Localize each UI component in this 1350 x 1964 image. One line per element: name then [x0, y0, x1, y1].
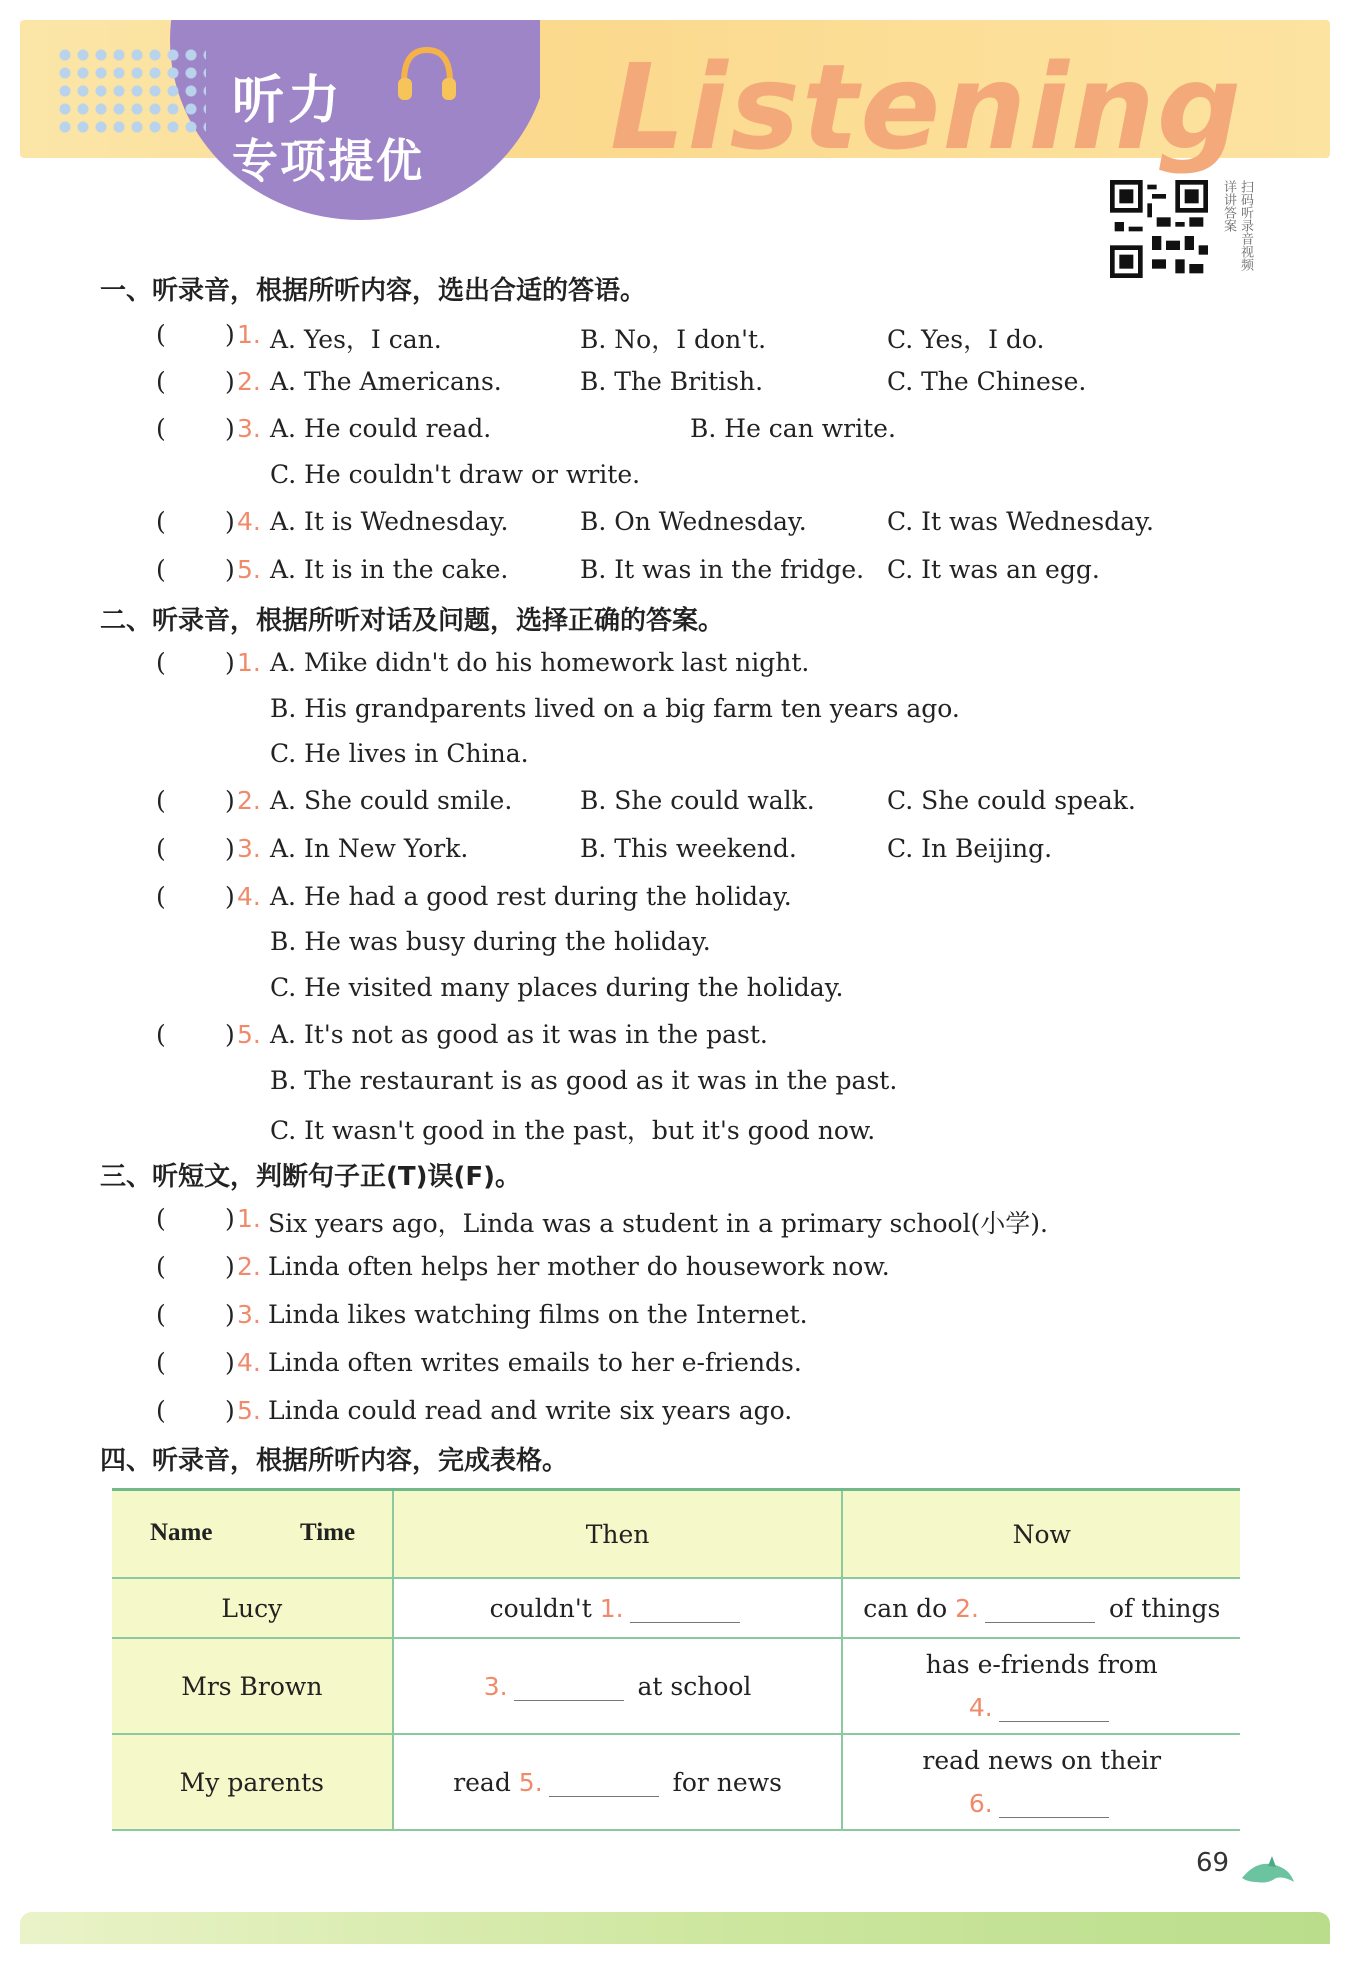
paren-right[interactable]: )	[225, 507, 235, 536]
option-a[interactable]: A. It is Wednesday.	[270, 507, 509, 536]
s1-q4	[0, 507, 1350, 547]
option-a[interactable]: A. It is in the cake.	[270, 555, 509, 584]
paren-right[interactable]: )	[225, 555, 235, 584]
option-b[interactable]: B. She could walk.	[580, 786, 815, 815]
option-c[interactable]: C. It was an egg.	[887, 555, 1100, 584]
paren-right[interactable]: )	[225, 1348, 235, 1377]
then-post: for news	[672, 1767, 782, 1797]
row-name: Mrs Brown	[112, 1638, 393, 1734]
statement-text: Six years ago，Linda was a student in a primary school(小学).	[268, 1209, 1048, 1238]
table-row	[112, 1734, 1240, 1830]
s2-q4	[0, 882, 1350, 922]
s2-q5-c	[0, 1111, 1350, 1151]
paren-left: (	[156, 507, 166, 536]
paren-left: (	[156, 367, 166, 396]
answer-blank[interactable]	[549, 1774, 659, 1797]
banner-word: Listening	[610, 38, 1244, 176]
footer-bar	[20, 1912, 1330, 1944]
answer-blank[interactable]	[514, 1678, 624, 1701]
paren-right[interactable]: )	[225, 320, 235, 349]
paren-left: (	[156, 882, 166, 911]
paren-left: (	[156, 648, 166, 677]
paren-right[interactable]: )	[225, 1204, 235, 1233]
corner-name: Name	[150, 1519, 213, 1546]
paren-right[interactable]: )	[225, 1396, 235, 1425]
question-number: 3.	[237, 414, 261, 443]
blank-number: 4.	[968, 1693, 993, 1722]
s1-q3	[0, 414, 1350, 454]
qr-code-icon[interactable]	[1110, 180, 1208, 278]
qr-label: 扫码听录音视频详讲答案	[1221, 180, 1253, 271]
s2-q5-b	[0, 1066, 1350, 1106]
then-cell	[393, 1638, 843, 1734]
table-header-row	[112, 1490, 1240, 1579]
paren-left: (	[156, 1252, 166, 1281]
question-number: 2.	[237, 786, 261, 815]
statement-text: Linda could read and write six years ago.	[268, 1396, 793, 1425]
paren-right[interactable]: )	[225, 367, 235, 396]
section-1-heading: 一、听录音，根据所听内容，选出合适的答语。	[100, 276, 647, 306]
statement-text: Linda often helps her mother do housework now.	[268, 1252, 890, 1281]
option-a[interactable]: A. Yes，I can.	[270, 325, 442, 354]
column-header-now: Now	[842, 1490, 1240, 1579]
option-a[interactable]: A. Mike didn't do his homework last night.	[270, 648, 810, 677]
question-number: 4.	[237, 507, 261, 536]
option-b[interactable]: B. He was busy during the holiday.	[270, 927, 711, 956]
option-c[interactable]: C. He lives in China.	[270, 739, 529, 768]
question-number: 3.	[237, 1300, 261, 1329]
then-cell	[393, 1734, 843, 1830]
blank-number: 2.	[955, 1593, 980, 1623]
s1-q2	[0, 367, 1350, 407]
then-cell	[393, 1578, 843, 1638]
paren-left: (	[156, 320, 166, 349]
now-pre: can do	[863, 1593, 948, 1623]
paren-right[interactable]: )	[225, 648, 235, 677]
paren-right[interactable]: )	[225, 882, 235, 911]
table-row	[112, 1578, 1240, 1638]
now-cell	[842, 1734, 1240, 1830]
option-a[interactable]: A. He had a good rest during the holiday.	[270, 882, 792, 911]
option-c[interactable]: C. He visited many places during the holiday.	[270, 973, 844, 1002]
s3-q1	[0, 1204, 1350, 1244]
now-pre: read news on their	[922, 1746, 1162, 1775]
option-c[interactable]: C. In Beijing.	[887, 834, 1053, 863]
paren-left: (	[156, 555, 166, 584]
option-c[interactable]: C. He couldn't draw or write.	[270, 460, 641, 489]
option-b[interactable]: B. The British.	[580, 367, 764, 396]
page-title: 听力	[232, 71, 345, 131]
paren-left: (	[156, 1300, 166, 1329]
blank-number: 3.	[483, 1671, 508, 1701]
s2-q5	[0, 1020, 1350, 1060]
answer-blank[interactable]	[999, 1795, 1109, 1818]
page-subtitle: 专项提优	[232, 134, 424, 188]
then-pre: read	[453, 1767, 511, 1797]
s1-q5	[0, 555, 1350, 595]
question-number: 1.	[237, 648, 261, 677]
option-b[interactable]: B. On Wednesday.	[580, 507, 807, 536]
option-c[interactable]: C. It wasn't good in the past，but it's good now.	[270, 1116, 876, 1145]
s2-q4-c	[0, 973, 1350, 1013]
question-number: 1.	[237, 320, 261, 349]
option-a[interactable]: A. It's not as good as it was in the past.	[270, 1020, 768, 1049]
statement-text: Linda likes watching films on the Internet.	[268, 1300, 808, 1329]
then-pre: couldn't	[489, 1593, 592, 1623]
headphones-icon	[392, 40, 462, 110]
s2-q1-b	[0, 694, 1350, 734]
row-name: Lucy	[112, 1578, 393, 1638]
answer-blank[interactable]	[630, 1600, 740, 1623]
paren-left: (	[156, 1020, 166, 1049]
option-c[interactable]: C. She could speak.	[887, 786, 1136, 815]
s3-q3	[0, 1300, 1350, 1340]
s1-q1	[0, 320, 1350, 360]
question-number: 2.	[237, 1252, 261, 1281]
question-number: 1.	[237, 1204, 261, 1233]
s3-q4	[0, 1348, 1350, 1388]
answer-table	[112, 1488, 1240, 1831]
s2-q2	[0, 786, 1350, 826]
paren-right[interactable]: )	[225, 1020, 235, 1049]
row-name: My parents	[112, 1734, 393, 1830]
now-cell	[842, 1638, 1240, 1734]
option-a[interactable]: A. In New York.	[270, 834, 469, 863]
paren-left: (	[156, 786, 166, 815]
paren-right[interactable]: )	[225, 786, 235, 815]
option-b[interactable]: B. He can write.	[690, 414, 896, 443]
option-a[interactable]: A. The Americans.	[270, 367, 502, 396]
option-a[interactable]: A. She could smile.	[270, 786, 513, 815]
dolphin-icon	[1238, 1852, 1298, 1892]
corner-time: Time	[300, 1519, 356, 1546]
dots-decoration	[56, 46, 206, 136]
question-number: 2.	[237, 367, 261, 396]
blank-number: 6.	[968, 1789, 993, 1818]
now-post: of things	[1108, 1593, 1221, 1623]
section-4-heading: 四、听录音，根据所听内容，完成表格。	[100, 1446, 569, 1476]
paren-left: (	[156, 1396, 166, 1425]
answer-blank[interactable]	[985, 1600, 1095, 1623]
option-b[interactable]: B. This weekend.	[580, 834, 797, 863]
option-b[interactable]: B. It was in the fridge.	[580, 555, 865, 584]
now-pre: has e-friends from	[925, 1650, 1158, 1679]
table-row	[112, 1638, 1240, 1734]
paren-left: (	[156, 834, 166, 863]
question-number: 5.	[237, 555, 261, 584]
question-number: 4.	[237, 1348, 261, 1377]
option-c[interactable]: C. It was Wednesday.	[887, 507, 1154, 536]
blank-number: 5.	[518, 1767, 543, 1797]
s3-q2	[0, 1252, 1350, 1292]
option-b[interactable]: B. The restaurant is as good as it was in the past.	[270, 1066, 898, 1095]
paren-left: (	[156, 1204, 166, 1233]
paren-left: (	[156, 1348, 166, 1377]
option-c[interactable]: C. Yes，I do.	[887, 325, 1045, 354]
option-b[interactable]: B. No，I don't.	[580, 325, 767, 354]
then-post: at school	[637, 1671, 752, 1701]
paren-right[interactable]: )	[225, 1300, 235, 1329]
s2-q3	[0, 834, 1350, 874]
page-number: 69	[1196, 1848, 1230, 1878]
question-number: 3.	[237, 834, 261, 863]
s2-q1	[0, 648, 1350, 688]
table-corner-cell	[112, 1490, 393, 1579]
question-number: 5.	[237, 1396, 261, 1425]
option-c[interactable]: C. The Chinese.	[887, 367, 1087, 396]
now-cell	[842, 1578, 1240, 1638]
answer-blank[interactable]	[999, 1699, 1109, 1722]
paren-right[interactable]: )	[225, 414, 235, 443]
option-a[interactable]: A. He could read.	[270, 414, 492, 443]
question-number: 4.	[237, 882, 261, 911]
s2-q4-b	[0, 927, 1350, 967]
s2-q1-c	[0, 739, 1350, 779]
paren-right[interactable]: )	[225, 834, 235, 863]
blank-number: 1.	[599, 1593, 624, 1623]
option-b[interactable]: B. His grandparents lived on a big farm ten years ago.	[270, 694, 960, 723]
paren-left: (	[156, 414, 166, 443]
s3-q5	[0, 1396, 1350, 1436]
paren-right[interactable]: )	[225, 1252, 235, 1281]
question-number: 5.	[237, 1020, 261, 1049]
statement-text: Linda often writes emails to her e-friends.	[268, 1348, 802, 1377]
section-2-heading: 二、听录音，根据所听对话及问题，选择正确的答案。	[100, 606, 725, 636]
s1-q3-cont	[0, 460, 1350, 500]
column-header-then: Then	[393, 1490, 843, 1579]
section-3-heading: 三、听短文，判断句子正(T)误(F)。	[100, 1162, 522, 1192]
